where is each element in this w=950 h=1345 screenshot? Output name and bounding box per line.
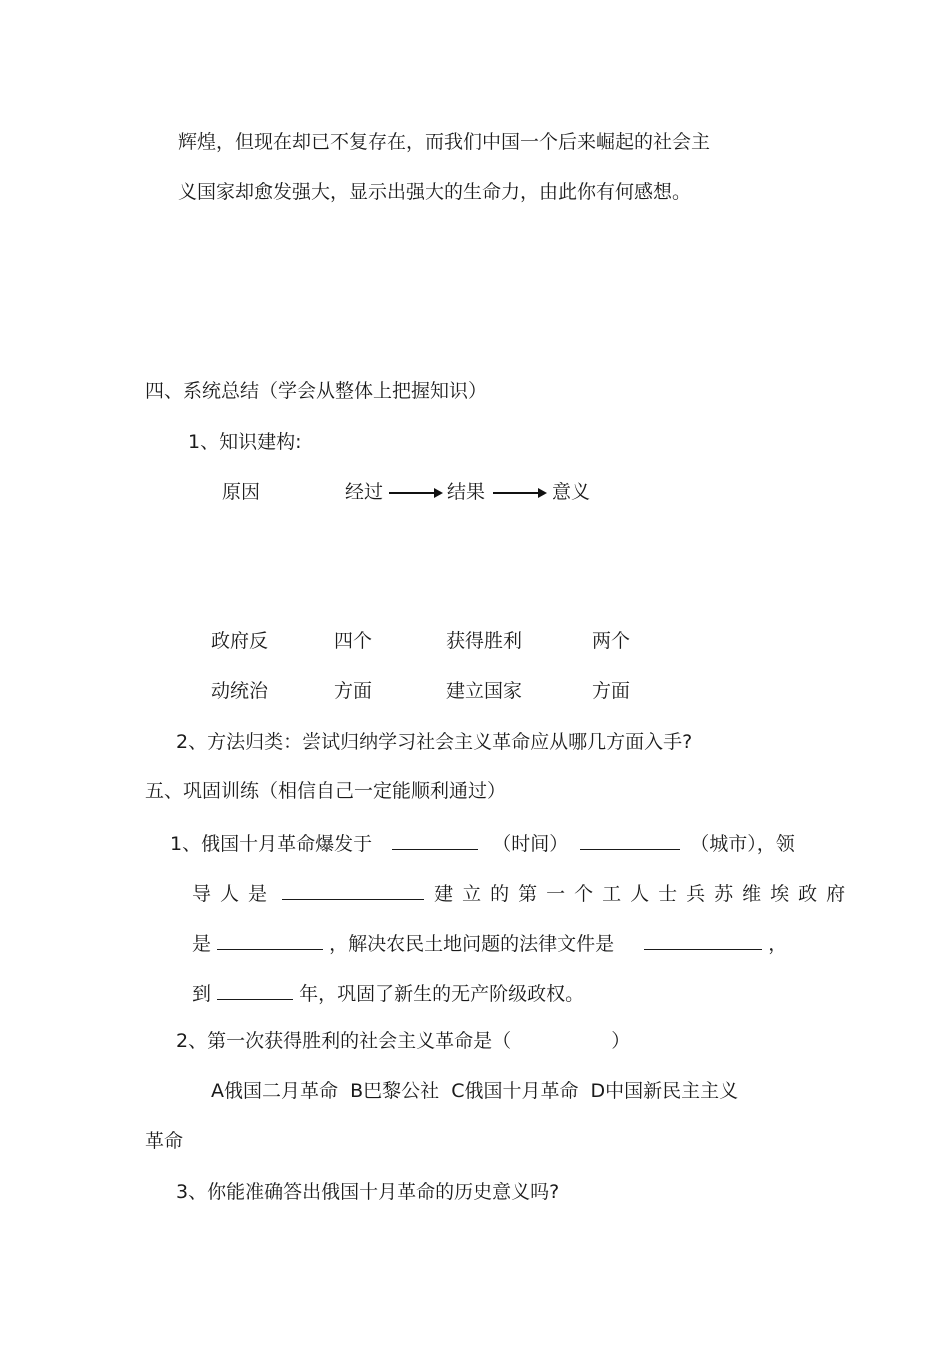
q1-blank-law[interactable] — [644, 929, 762, 950]
intro-line-2: 义国家却愈发强大，显示出强大的生命力，由此你有何感想。 — [178, 181, 692, 203]
q1-blank-leader[interactable] — [282, 879, 424, 900]
diagram-reason: 原因 — [222, 481, 261, 503]
q3: 3、你能准确答出俄国十月革命的历史意义吗? — [176, 1181, 560, 1203]
q2-stem-text: 2、第一次获得胜利的社会主义革命是（ — [176, 1030, 512, 1052]
q1-line-4 — [192, 979, 584, 1006]
q1-line-1 — [170, 829, 795, 856]
q1-text-b: （时间） — [492, 833, 569, 855]
q2-options: A俄国二月革命 B巴黎公社 C俄国十月革命 D中国新民主主义 — [211, 1080, 739, 1102]
q2-close-paren: ） — [611, 1030, 631, 1052]
q1-blank-city[interactable] — [580, 829, 680, 850]
grid-col2-line1: 四个 — [334, 630, 373, 652]
method-classification: 2、方法归类：尝试归纳学习社会主义革命应从哪几方面入手? — [176, 731, 693, 753]
q1-text-g: ，解决农民土地问题的法律文件是 — [329, 933, 615, 955]
q1-text-h: ， — [768, 933, 788, 955]
grid-col2-line2: 方面 — [334, 680, 373, 702]
q1-line-3 — [192, 929, 787, 956]
q2-options-wrap: 革命 — [145, 1130, 184, 1152]
q1-blank-year[interactable] — [217, 979, 293, 1000]
grid-col1-line1: 政府反 — [211, 630, 269, 652]
q1-blank-government[interactable] — [217, 929, 323, 950]
section-5-heading: 五、巩固训练（相信自己一定能顺利通过） — [145, 780, 507, 802]
q1-blank-time[interactable] — [392, 829, 478, 850]
q1-text-i: 到 — [192, 983, 212, 1005]
grid-col3-line1: 获得胜利 — [446, 630, 523, 652]
grid-col3-line2: 建立国家 — [446, 680, 523, 702]
q1-text-a: 1、俄国十月革命爆发于 — [170, 833, 373, 855]
knowledge-structure-label: 1、知识建构: — [188, 431, 302, 453]
grid-col4-line2: 方面 — [592, 680, 631, 702]
grid-col4-line1: 两个 — [592, 630, 631, 652]
q1-text-d: 导人是 — [192, 883, 277, 905]
q1-text-f: 是 — [192, 933, 212, 955]
arrow-process-to-result — [389, 492, 441, 494]
q2-stem — [176, 1029, 630, 1053]
q1-text-j: 年，巩固了新生的无产阶级政权。 — [299, 983, 585, 1005]
section-4-heading: 四、系统总结（学会从整体上把握知识） — [145, 380, 488, 402]
grid-col1-line2: 动统治 — [211, 680, 269, 702]
q1-text-e: 建立的第一个工人士兵苏维埃政府 — [434, 883, 855, 905]
diagram-result: 结果 — [447, 481, 486, 503]
diagram-process: 经过 — [345, 481, 384, 503]
intro-line-1: 辉煌，但现在却已不复存在，而我们中国一个后来崛起的社会主 — [178, 131, 711, 153]
q1-line-2 — [192, 879, 854, 906]
arrow-result-to-meaning — [493, 492, 545, 494]
q1-text-c: （城市），领 — [690, 833, 795, 855]
diagram-meaning: 意义 — [552, 481, 591, 503]
